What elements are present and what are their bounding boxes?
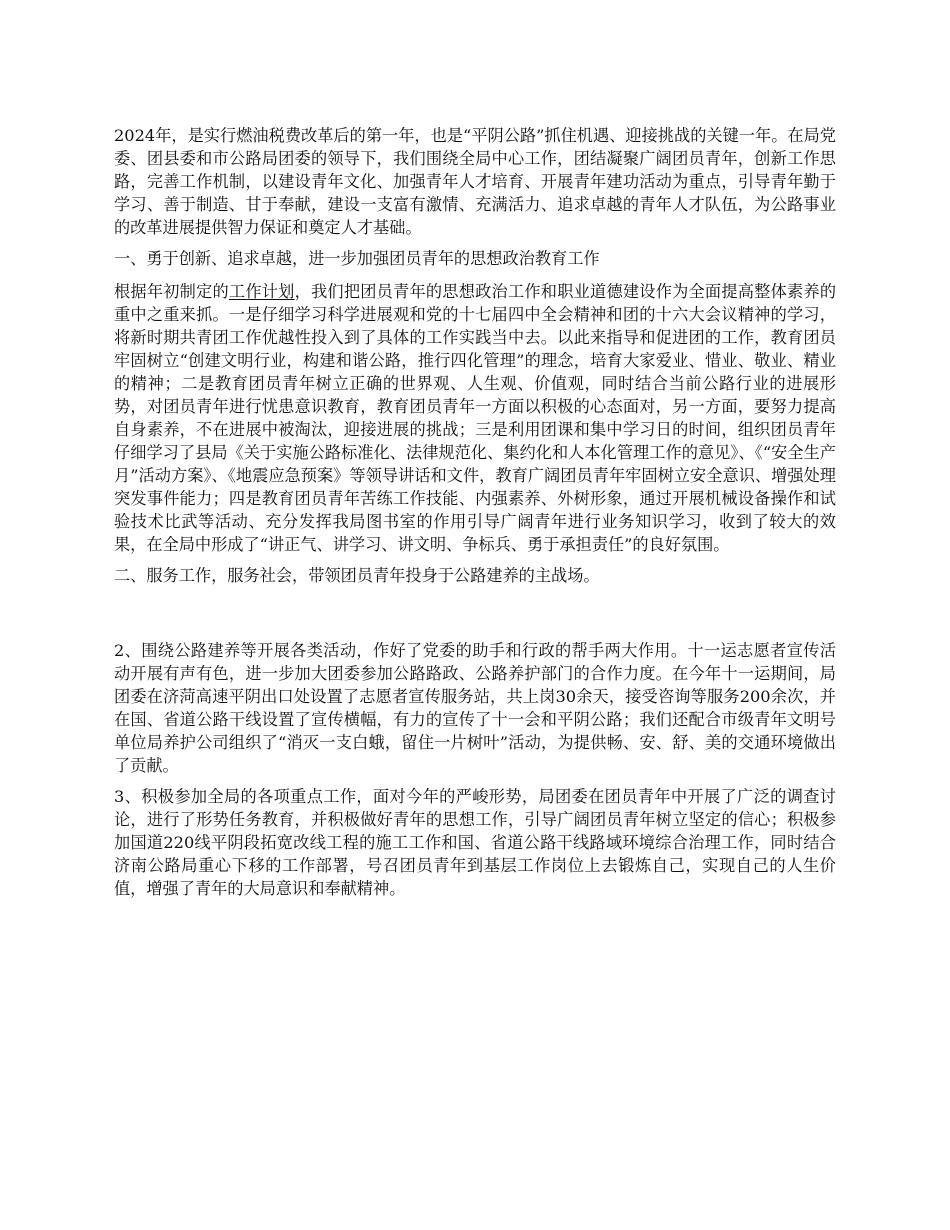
section-2-heading: 二、服务工作，服务社会，带领团员青年投身于公路建养的主战场。: [114, 566, 600, 585]
section-1-paragraph: [114, 280, 836, 556]
section-1-heading: 一、勇于创新、追求卓越，进一步加强团员青年的思想政治教育工作: [114, 249, 600, 268]
section-1-text-after-link: ，我们把团员青年的思想政治工作和职业道德建设作为全面提高整体素养的重中之重来抓。一是仔细学习科学进展观和党的十七届四中全会精神和团的十六大会议精神的学习，将新时期共青团工作优越性投入到了具体的工作实践当中去。以此来指导和促进团的工作，教育团员牢固树立“创建文明行业，构建和谐公路，推行四化管理”的理念，培育大家爱业、惜业、敬业、精业的精神；二是教育团员青年树立正确的世界观、人生观、价值观，同时结合当前公路行业的进展形势，对团员青年进行忧患意识教育，教育团员青年一方面以积极的心态面对，另一方面，要努力提高自身素养，不在进展中被淘汰，迎接进展的挑战；三是利用团课和集中学习日的时间，组织团员青年仔细学习了县局《关于实施公路标准化、法律规范化、集约化和人本化管理工作的意见》、《“安全生产月”活动方案》、《地震应急预案》等领导讲话和文件，教育广阔团员青年牢固树立安全意识、增强处理突发事件能力；四是教育团员青年苦练工作技能、内强素养、外树形象，通过开展机械设备操作和试验技术比武等活动、充分发挥我局图书室的作用引导广阔青年进行业务知识学习，收到了较大的效果，在全局中形成了“讲正气、讲学习、讲文明、争标兵、勇于承担责任”的良好氛围。: [114, 282, 837, 554]
item-3-paragraph: 3、积极参加全局的各项重点工作，面对今年的严峻形势，局团委在团员青年中开展了广泛的调查讨论，进行了形势任务教育，并积极做好青年的思想工作，引导广阔团员青年树立坚定的信心；积极参加国道220线平阴段拓宽改线工程的施工工作和国、省道公路干线路域环境综合治理工作，同时结合济南公路局重心下移的工作部署，号召团员青年到基层工作岗位上去锻炼自己，实现自己的人生价值，增强了青年的大局意识和奉献精神。: [114, 787, 836, 898]
section-1-text-before-link: 根据年初制定的: [114, 282, 229, 301]
intro-paragraph: 2024年，是实行燃油税费改革后的第一年，也是“平阴公路”抓住机遇、迎接挑战的关键一年。在局党委、团县委和市公路局团委的领导下，我们围绕全局中心工作，团结凝聚广阔团员青年，创新工作思路，完善工作机制，以建设青年文化、加强青年人才培育、开展青年建功活动为重点，引导青年勤于学习、善于制造、甘于奉献，建设一支富有激情、充满活力、追求卓越的青年人才队伍，为公路事业的改革进展提供智力保证和奠定人才基础。: [114, 126, 836, 237]
blank-space: [114, 597, 836, 639]
item-2-paragraph: 2、围绕公路建养等开展各类活动，作好了党委的助手和行政的帮手两大作用。十一运志愿者宣传活动开展有声有色，进一步加大团委参加公路路政、公路养护部门的合作力度。在今年十一运期间，局团委在济菏高速平阴出口处设置了志愿者宣传服务站，共上岗30余天，接受咨询等服务200余次，并在国、省道公路干线设置了宣传横幅，有力的宣传了十一会和平阴公路；我们还配合市级青年文明号单位局养护公司组织了“消灭一支白蛾，留住一片树叶”活动，为提供畅、安、舒、美的交通环境做出了贡献。: [114, 641, 836, 775]
document-body: [114, 124, 836, 908]
work-plan-link[interactable]: 工作计划: [228, 282, 295, 301]
